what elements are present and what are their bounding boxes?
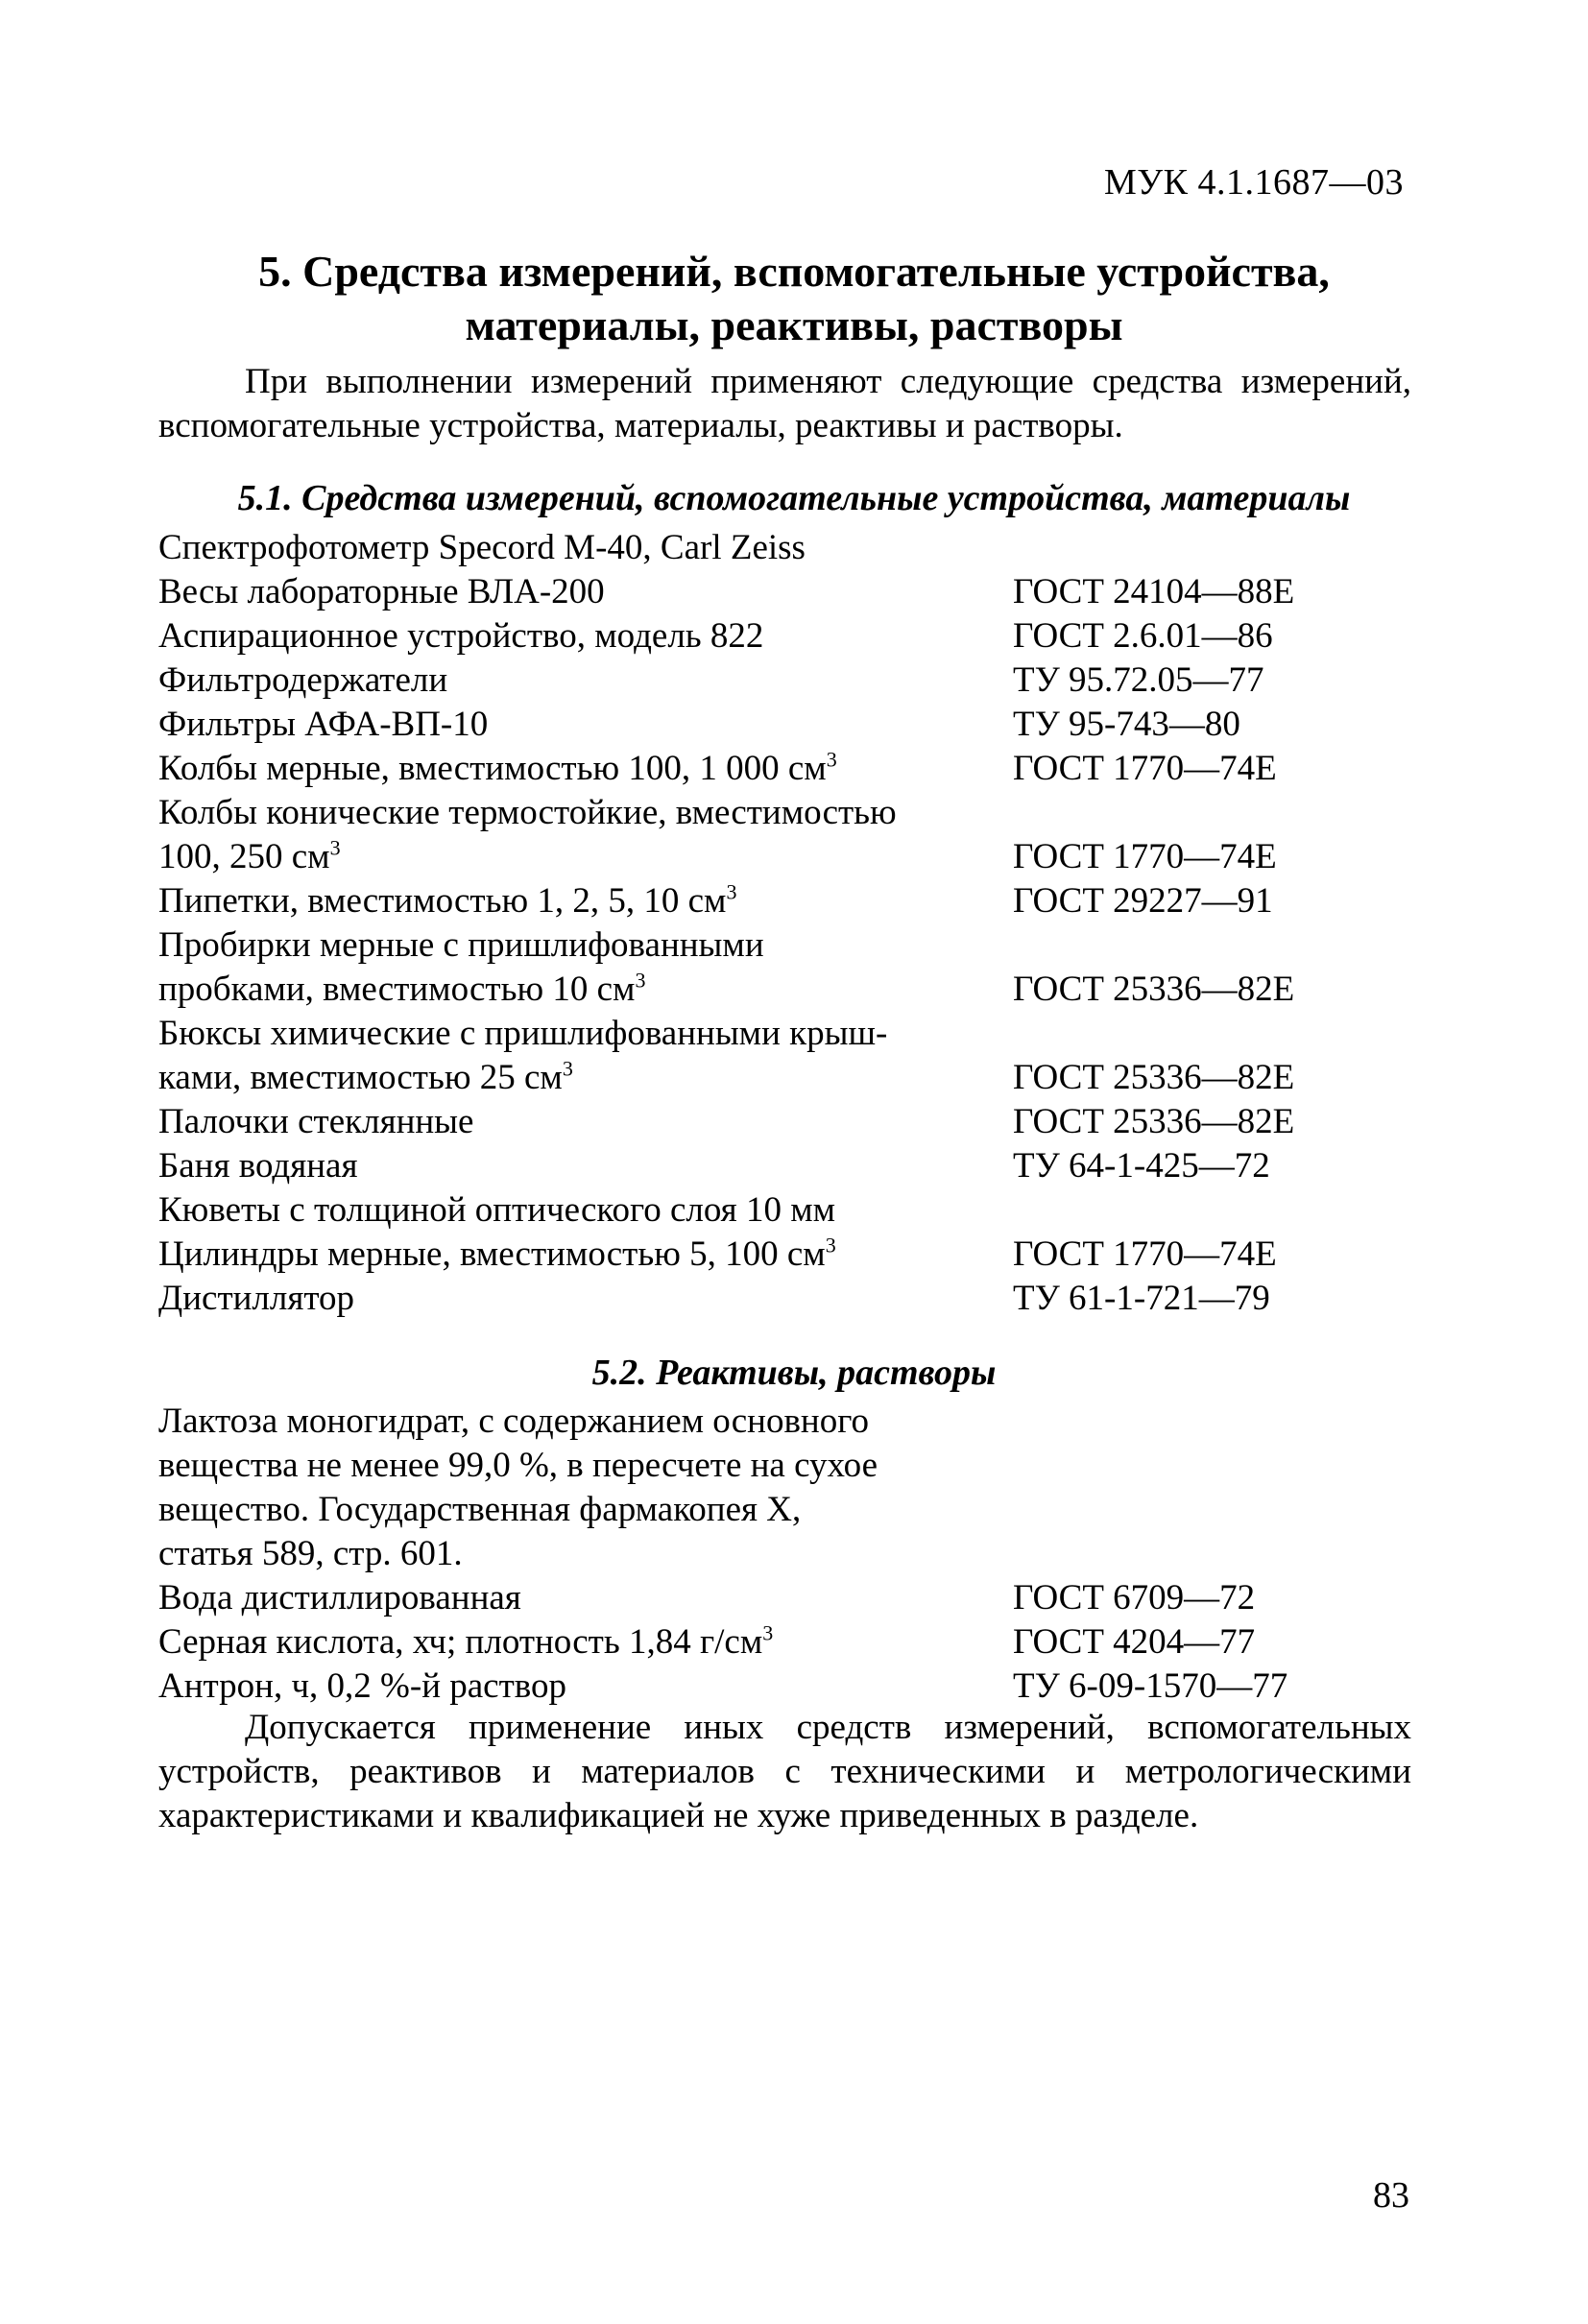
section-intro: При выполнении измерений применяют следующие средства измерений, вспомогательные устройства, материалы, реактивы и растворы. — [158, 362, 1411, 445]
unit-superscript: 3 — [826, 747, 837, 772]
list-item — [158, 1277, 1411, 1321]
item-name: Лактоза моногидрат, с содержанием основного — [158, 1402, 869, 1441]
item-standard: ТУ 95.72.05—77 — [1013, 660, 1264, 700]
subsection-title-5-2: 5.2. Реактивы, растворы — [591, 1353, 997, 1393]
unit-superscript: 3 — [329, 835, 341, 860]
item-name: Баня водяная — [158, 1146, 358, 1186]
item-name: Колбы конические термостойкие, вместимостью — [158, 793, 897, 832]
item-standard: ГОСТ 2.6.01—86 — [1013, 616, 1273, 656]
item-name: вещество. Государственная фармакопея X, — [158, 1490, 802, 1529]
unit-superscript: 3 — [762, 1620, 774, 1645]
list-item — [158, 659, 1411, 703]
item-name: Фильтродержатели — [158, 660, 448, 700]
item-name: Аспирационное устройство, модель 822 — [158, 616, 764, 656]
reagents-list — [158, 1400, 1411, 1709]
list-item — [158, 526, 1411, 570]
list-item — [158, 879, 1411, 923]
item-standard: ТУ 95-743—80 — [1013, 705, 1240, 744]
list-item — [158, 1532, 1411, 1576]
closing-paragraph: Допускается применение иных средств измерений, вспомогательных устройств, реактивов и материалов с техническими и метрологическими характеристиками и квалификацией не хуже приведенных в разделе. — [158, 1708, 1411, 1835]
item-name: Весы лабораторные ВЛА-200 — [158, 572, 605, 611]
item-name: Фильтры АФА-ВП-10 — [158, 705, 489, 744]
page-number: 83 — [1373, 2175, 1409, 2216]
item-standard: ГОСТ 25336—82Е — [1013, 1102, 1295, 1141]
list-item — [158, 835, 1411, 879]
item-standard: ГОСТ 6709—72 — [1013, 1578, 1256, 1617]
item-name: Бюксы химические с пришлифованными крыш- — [158, 1014, 888, 1053]
unit-superscript: 3 — [635, 968, 646, 993]
list-item — [158, 703, 1411, 747]
item-name: Колбы мерные, вместимостью 100, 1 000 $см^3$ — [158, 747, 837, 788]
list-item — [158, 968, 1411, 1012]
list-item — [158, 1056, 1411, 1100]
item-name: 100, 250 $см^3$ — [158, 835, 341, 876]
subsection-title-5-1: 5.1. Средства измерений, вспомогательные устройства, материалы — [237, 478, 1351, 518]
list-item — [158, 1620, 1411, 1665]
unit-superscript: 3 — [726, 879, 737, 904]
item-standard: ГОСТ 24104—88Е — [1013, 572, 1295, 611]
item-standard: ГОСТ 25336—82Е — [1013, 1058, 1295, 1097]
item-name: Пробирки мерные с пришлифованными — [158, 925, 764, 965]
list-item — [158, 1100, 1411, 1144]
unit-superscript: 3 — [562, 1056, 573, 1081]
list-item — [158, 570, 1411, 614]
document-code: МУК 4.1.1687—03 — [1103, 162, 1404, 203]
item-standard: ГОСТ 29227—91 — [1013, 881, 1273, 921]
equipment-list — [158, 526, 1411, 1321]
section-title-line-1: 5. Средства измерений, вспомогательные устройства, — [258, 247, 1330, 296]
item-standard: ГОСТ 1770—74Е — [1013, 837, 1277, 876]
list-item — [158, 1488, 1411, 1532]
list-item — [158, 923, 1411, 968]
item-standard: ГОСТ 4204—77 — [1013, 1622, 1256, 1662]
item-name: Кюветы с толщиной оптического слоя 10 мм — [158, 1190, 836, 1230]
unit-superscript: 3 — [825, 1233, 836, 1258]
list-item — [158, 1144, 1411, 1188]
list-item — [158, 1576, 1411, 1620]
item-name: статья 589, стр. 601. — [158, 1534, 463, 1573]
item-name: Вода дистиллированная — [158, 1578, 521, 1617]
item-name: Серная кислота, хч; плотность 1,84 $г/см^3$ — [158, 1620, 774, 1662]
list-item — [158, 614, 1411, 659]
item-name: Спектрофотометр Specord M-40, Carl Zeiss — [158, 528, 806, 567]
item-standard: ГОСТ 1770—74Е — [1013, 749, 1277, 788]
item-standard: ГОСТ 25336—82Е — [1013, 970, 1295, 1009]
item-name: Пипетки, вместимостью 1, 2, 5, 10 $см^3$ — [158, 879, 737, 921]
list-item — [158, 1188, 1411, 1233]
list-item — [158, 1444, 1411, 1488]
item-name: Цилиндры мерные, вместимостью 5, 100 $см^3$ — [158, 1233, 836, 1274]
item-name: ками, вместимостью 25 $см^3$ — [158, 1056, 573, 1097]
item-name: Дистиллятор — [158, 1279, 355, 1318]
list-item — [158, 1233, 1411, 1277]
item-name: пробками, вместимостью 10 $см^3$ — [158, 968, 646, 1009]
item-standard: ТУ 61-1-721—79 — [1013, 1279, 1270, 1318]
list-item — [158, 1665, 1411, 1709]
list-item — [158, 1012, 1411, 1056]
list-item — [158, 1400, 1411, 1444]
item-standard: ТУ 6-09-1570—77 — [1013, 1666, 1288, 1706]
item-name: Палочки стеклянные — [158, 1102, 474, 1141]
item-standard: ГОСТ 1770—74Е — [1013, 1234, 1277, 1274]
section-title-line-2: материалы, реактивы, растворы — [465, 300, 1123, 349]
list-item — [158, 747, 1411, 791]
item-standard: ТУ 64-1-425—72 — [1013, 1146, 1270, 1186]
item-name: вещества не менее 99,0 %, в пересчете на сухое — [158, 1446, 878, 1485]
section-title — [0, 245, 1588, 352]
list-item — [158, 791, 1411, 835]
item-name: Антрон, ч, 0,2 %-й раствор — [158, 1666, 566, 1706]
